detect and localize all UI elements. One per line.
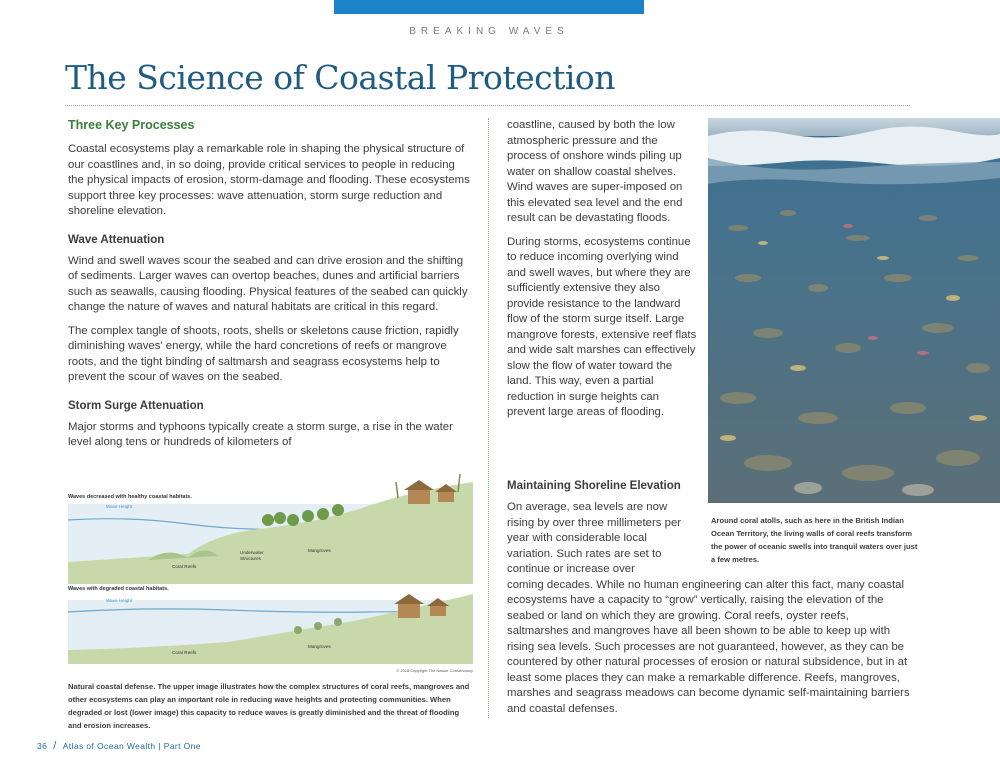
- shoreline-section: [507, 480, 912, 725]
- wave-paragraph-1: Wind and swell waves scour the seabed and can drive erosion and the shifting of sediments. Larger waves can overtop beaches, dunes and artificial barriers such as seawalls, causing flooding. Physical features of the seabed can quickly change the nature of waves and natural habitats are critical in this regard.: [68, 254, 468, 313]
- footer-separator: |: [158, 741, 161, 751]
- storm-surge-heading: Storm Surge Attenuation: [68, 399, 204, 412]
- diagram-top-coral-label: Coral Reefs: [172, 564, 197, 569]
- shoreline-heading: Maintaining Shoreline Elevation: [507, 480, 681, 492]
- diagram-caption: Natural coastal defense. The upper image illustrates how the complex structures of coral reefs, mangroves and other ecosystems can play an important role in reducing wave heights and protecting communities. When degraded or lost (lower image) this capacity to reduce waves is greatly diminished and the threat of flooding and erosion increases.: [68, 682, 470, 730]
- diagram-top-mangroves-label: Mangroves: [308, 548, 331, 553]
- column-divider: [488, 118, 489, 718]
- surge-paragraph-3: During storms, ecosystems continue to reduce incoming overlying wind and swell waves, but where they are sufficiently extensive they also provide resistance to the landward flow of the storm surge itself. Large mangrove forests, extensive reef flats and wide salt marshes can effectively slow the flow of water toward the land. This way, even a partial reduction in surge heights can prevent large areas of flooding.: [507, 235, 697, 418]
- left-column: [68, 118, 470, 459]
- diagram-top-underwater-label-2: Structures: [240, 556, 261, 561]
- publication-name: Atlas of Ocean Wealth: [62, 741, 156, 751]
- diagram-bottom-wave-label: Wave Height: [106, 598, 133, 603]
- diagram-top-underwater-label-1: Underwater: [240, 550, 264, 555]
- diagram-bottom-coral-label: Coral Reefs: [172, 650, 197, 655]
- middle-column: [507, 118, 697, 429]
- photo-caption: Around coral atolls, such as here in the British Indian Ocean Territory, the living walls of coral reefs transform the power of oceanic swells into tranquil waters over just a few metres.: [711, 516, 918, 564]
- surge-paragraph-1: Major storms and typhoons typically create a storm surge, a rise in the water level along tens or hundreds of kilometers of: [68, 420, 453, 448]
- section-kicker: BREAKING WAVES: [409, 26, 569, 37]
- surge-paragraph-2: coastline, caused by both the low atmospheric pressure and the process of onshore winds piling up water on shallow coastal shelves. Wind waves are super-imposed on this elevated sea level and the end result can be devastating floods.: [507, 119, 683, 224]
- wave-attenuation-heading: Wave Attenuation: [68, 233, 165, 246]
- footer-slash: /: [53, 740, 57, 752]
- diagram-bottom-title: Waves with degraded coastal habitats.: [68, 586, 169, 592]
- page-number: 36: [37, 741, 48, 751]
- coral-atoll-photo: [708, 118, 1000, 503]
- title-divider: [65, 105, 910, 106]
- intro-paragraph: Coastal ecosystems play a remarkable role in shaping the physical structure of our coastlines and, in so doing, provide critical services to people in reducing the physical impacts of erosion, storm-damage and flooding. These ecosystems support three key processes: wave attenuation, storm surge reduction and shoreline elevation.: [68, 143, 470, 217]
- diagram-top-title: Waves decreased with healthy coastal habitats.: [68, 494, 192, 500]
- shoreline-paragraph-wide: coming decades. While no human engineering can alter this fact, many coastal ecosystems have a capacity to “grow” vertically, raising the elevation of the seabed or land on which they are growing. Coral reefs, oyster reefs, saltmarshes and mangroves have all been shown to be able to keep up with rising sea levels. Such processes are not guaranteed, however, as they can be countered by other natural processes of erosion or natural subsidence, but in at least some places they can make a remarkable difference. Reefs, mangroves, marshes and seagrass meadows can become dynamic self-maintaining barriers and coastal defenses.: [507, 578, 910, 715]
- top-accent-bar: [334, 0, 644, 14]
- wave-paragraph-2: The complex tangle of shoots, roots, shells or skeletons cause friction, rapidly diminishing waves' energy, while the hard concretions of reefs or mangrove roots, and the tight binding of saltmarsh and seagrass ecosystems help to prevent the scour of waves on the seabed.: [68, 324, 459, 383]
- three-key-processes-heading: Three Key Processes: [68, 118, 195, 132]
- diagram-copyright: © 2016 Copyright The Nature Conservancy: [396, 668, 473, 673]
- diagram-bottom-mangroves-label: Mangroves: [308, 644, 331, 649]
- coastal-defense-diagram: [68, 462, 473, 674]
- page-title: The Science of Coastal Protection: [65, 58, 616, 97]
- footer-part: Part One: [163, 741, 201, 751]
- page-footer: [37, 740, 201, 752]
- diagram-top-wave-label: Wave Height: [106, 504, 133, 509]
- shoreline-paragraph-narrow: On average, sea levels are now rising by over three millimeters per year with considerable local variation. Such rates are set to continue or increase over: [507, 501, 682, 575]
